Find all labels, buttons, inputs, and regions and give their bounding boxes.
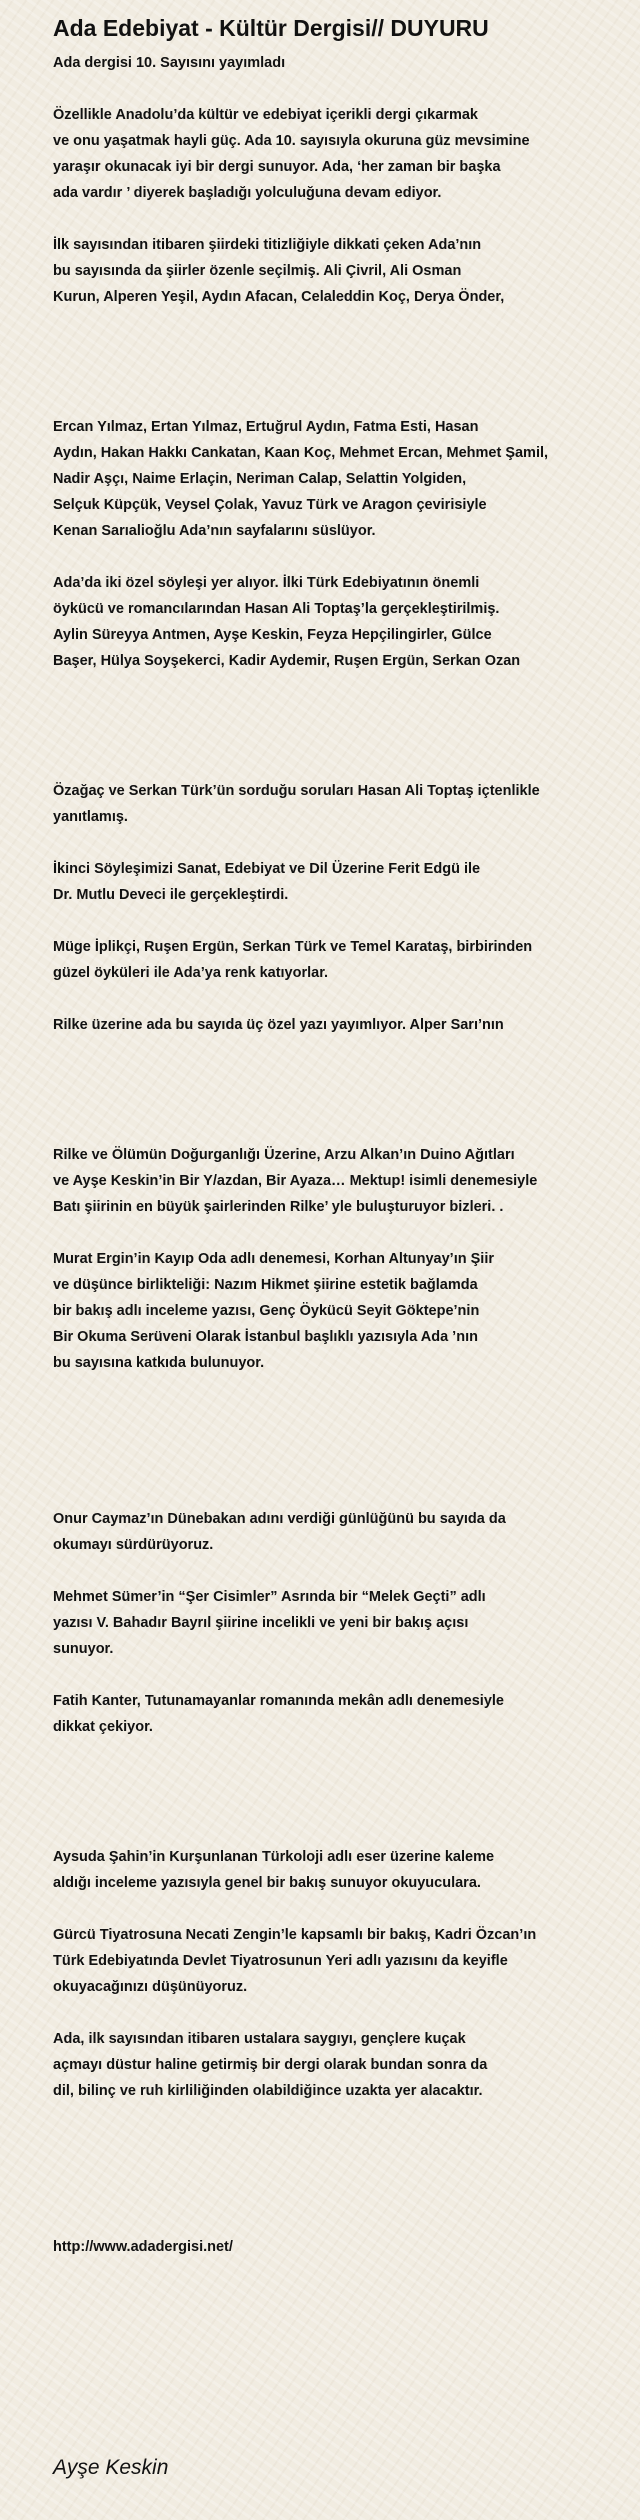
text-line: bu sayısına katkıda bulunuyor. — [53, 1355, 265, 1371]
text-line: Ada, ilk sayısından itibaren ustalara saygıyı, gençlere kuçak — [53, 2031, 466, 2047]
text-line: Dr. Mutlu Deveci ile gerçekleştirdi. — [53, 887, 289, 903]
paragraph-diary — [53, 1506, 633, 1558]
paragraph-essays — [53, 1246, 633, 1376]
paragraph-interviews — [53, 570, 633, 674]
text-line: Rilke üzerine ada bu sayıda üç özel yazı yayımlıyor. Alper Sarı’nın — [53, 1017, 504, 1033]
paragraph-closing — [53, 2026, 633, 2104]
text-line: İlk sayısından itibaren şiirdeki titizliğiyle dikkati çeken Ada’nın — [53, 237, 482, 253]
text-line: Mehmet Sümer’in “Şer Cisimler” Asrında bir “Melek Geçti” adlı — [53, 1589, 486, 1605]
text-line: İkinci Söyleşimizi Sanat, Edebiyat ve Dil Üzerine Ferit Edgü ile — [53, 861, 481, 877]
paragraph-theatre — [53, 1922, 633, 2000]
text-line: Batı şiirinin en büyük şairlerinden Rilke’ yle buluşturuyor bizleri. . — [53, 1199, 504, 1215]
paragraph-poets — [53, 414, 633, 544]
text-line: okuyacağınızı düşünüyoruz. — [53, 1979, 248, 1995]
text-line: ve düşünce birlikteliği: Nazım Hikmet şiirine estetik bağlamda — [53, 1277, 478, 1293]
text-line: öykücü ve romancılarından Hasan Ali Toptaş’la gerçekleştirilmiş. — [53, 601, 500, 617]
paragraph-stories — [53, 934, 633, 986]
text-line: yaraşır okunacak iyi bir dergi sunuyor. Ada, ‘her zaman bir başka — [53, 159, 501, 175]
text-line: Özağaç ve Serkan Türk’ün sorduğu soruları Hasan Ali Toptaş içtenlikle — [53, 783, 540, 799]
website-link-line — [53, 2234, 633, 2260]
paragraph-rilke-intro — [53, 1012, 633, 1038]
paragraph-poetry — [53, 232, 633, 310]
text-line: Ada’da iki özel söyleşi yer alıyor. İlki Türk Edebiyatının önemli — [53, 575, 480, 591]
text-line: Türk Edebiyatında Devlet Tiyatrosunun Yeri adlı yazısını da keyifle — [53, 1953, 508, 1969]
document-body — [53, 14, 633, 2260]
author-signature: Ayşe Keskin — [53, 2456, 169, 2479]
text-line: açmayı düstur haline getirmiş bir dergi olarak bundan sonra da — [53, 2057, 488, 2073]
text-line: ve Ayşe Keskin’in Bir Y/azdan, Bir Ayaza… Mektup! isimli denemesiyle — [53, 1173, 538, 1189]
page-title: Ada Edebiyat - Kültür Dergisi// DUYURU — [53, 15, 489, 41]
text-line: dikkat çekiyor. — [53, 1719, 153, 1735]
text-line: aldığı inceleme yazısıyla genel bir bakış sunuyor okuyuculara. — [53, 1875, 481, 1891]
text-line: dil, bilinç ve ruh kirliliğinden olabildiğince uzakta yer alacaktır. — [53, 2083, 483, 2099]
text-line: ada vardır ’ diyerek başladığı yolculuğuna devam ediyor. — [53, 185, 442, 201]
paragraph-toptas — [53, 778, 633, 830]
text-line: ve onu yaşatmak hayli güç. Ada 10. sayısıyla okuruna güz mevsimine — [53, 133, 530, 149]
text-line: Aydın, Hakan Hakkı Cankatan, Kaan Koç, Mehmet Ercan, Mehmet Şamil, — [53, 445, 549, 461]
text-line: Bir Okuma Serüveni Olarak İstanbul başlıklı yazısıyla Ada ’nın — [53, 1329, 478, 1345]
text-line: Aylin Süreyya Antmen, Ayşe Keskin, Feyza Hepçilingirler, Gülce — [53, 627, 492, 643]
text-line: Gürcü Tiyatrosuna Necati Zengin’le kapsamlı bir bakış, Kadri Özcan’ın — [53, 1927, 537, 1943]
text-line: Başer, Hülya Soyşekerci, Kadir Aydemir, Ruşen Ergün, Serkan Ozan — [53, 653, 521, 669]
text-line: Onur Caymaz’ın Dünebakan adını verdiği günlüğünü bu sayıda da — [53, 1511, 506, 1527]
text-line: Kenan Sarıalioğlu Ada’nın sayfalarını süslüyor. — [53, 523, 376, 539]
text-line: Ada dergisi 10. Sayısını yayımladı — [53, 55, 286, 71]
text-line: Ercan Yılmaz, Ertan Yılmaz, Ertuğrul Aydın, Fatma Esti, Hasan — [53, 419, 479, 435]
text-line: sunuyor. — [53, 1641, 114, 1657]
text-line: yanıtlamış. — [53, 809, 128, 825]
text-line: Nadir Aşçı, Naime Erlaçin, Neriman Calap, Selattin Yolgiden, — [53, 471, 467, 487]
text-line: Özellikle Anadolu’da kültür ve edebiyat içerikli dergi çıkarmak — [53, 107, 478, 123]
text-line: Selçuk Küpçük, Veysel Çolak, Yavuz Türk ve Aragon çevirisiyle — [53, 497, 487, 513]
paragraph-rilke — [53, 1142, 633, 1220]
text-line: yazısı V. Bahadır Bayrıl şiirine incelikli ve yeni bir bakış açısı — [53, 1615, 469, 1631]
paragraph-edgu — [53, 856, 633, 908]
text-line: Kurun, Alperen Yeşil, Aydın Afacan, Celaleddin Koç, Derya Önder, — [53, 289, 505, 305]
website-link[interactable]: http://www.adadergisi.net/ — [53, 2239, 233, 2255]
text-line: Müge İplikçi, Ruşen Ergün, Serkan Türk ve Temel Karataş, birbirinden — [53, 939, 533, 955]
paragraph-intro — [53, 102, 633, 206]
text-line: Murat Ergin’in Kayıp Oda adlı denemesi, Korhan Altunyay’ın Şiir — [53, 1251, 494, 1267]
paragraph-kanter — [53, 1688, 633, 1740]
text-line: güzel öyküleri ile Ada’ya renk katıyorlar. — [53, 965, 329, 981]
text-line: Fatih Kanter, Tutunamayanlar romanında mekân adlı denemesiyle — [53, 1693, 504, 1709]
text-line: Aysuda Şahin’in Kurşunlanan Türkoloji adlı eser üzerine kaleme — [53, 1849, 495, 1865]
text-line: bu sayısında da şiirler özenle seçilmiş. Ali Çivril, Ali Osman — [53, 263, 462, 279]
text-line: bir bakış adlı inceleme yazısı, Genç Öykücü Seyit Göktepe’nin — [53, 1303, 480, 1319]
paragraph-sahin — [53, 1844, 633, 1896]
text-line: Rilke ve Ölümün Doğurganlığı Üzerine, Arzu Alkan’ın Duino Ağıtları — [53, 1147, 515, 1163]
subtitle — [53, 50, 633, 76]
text-line: okumayı sürdürüyoruz. — [53, 1537, 214, 1553]
paragraph-sumer — [53, 1584, 633, 1662]
